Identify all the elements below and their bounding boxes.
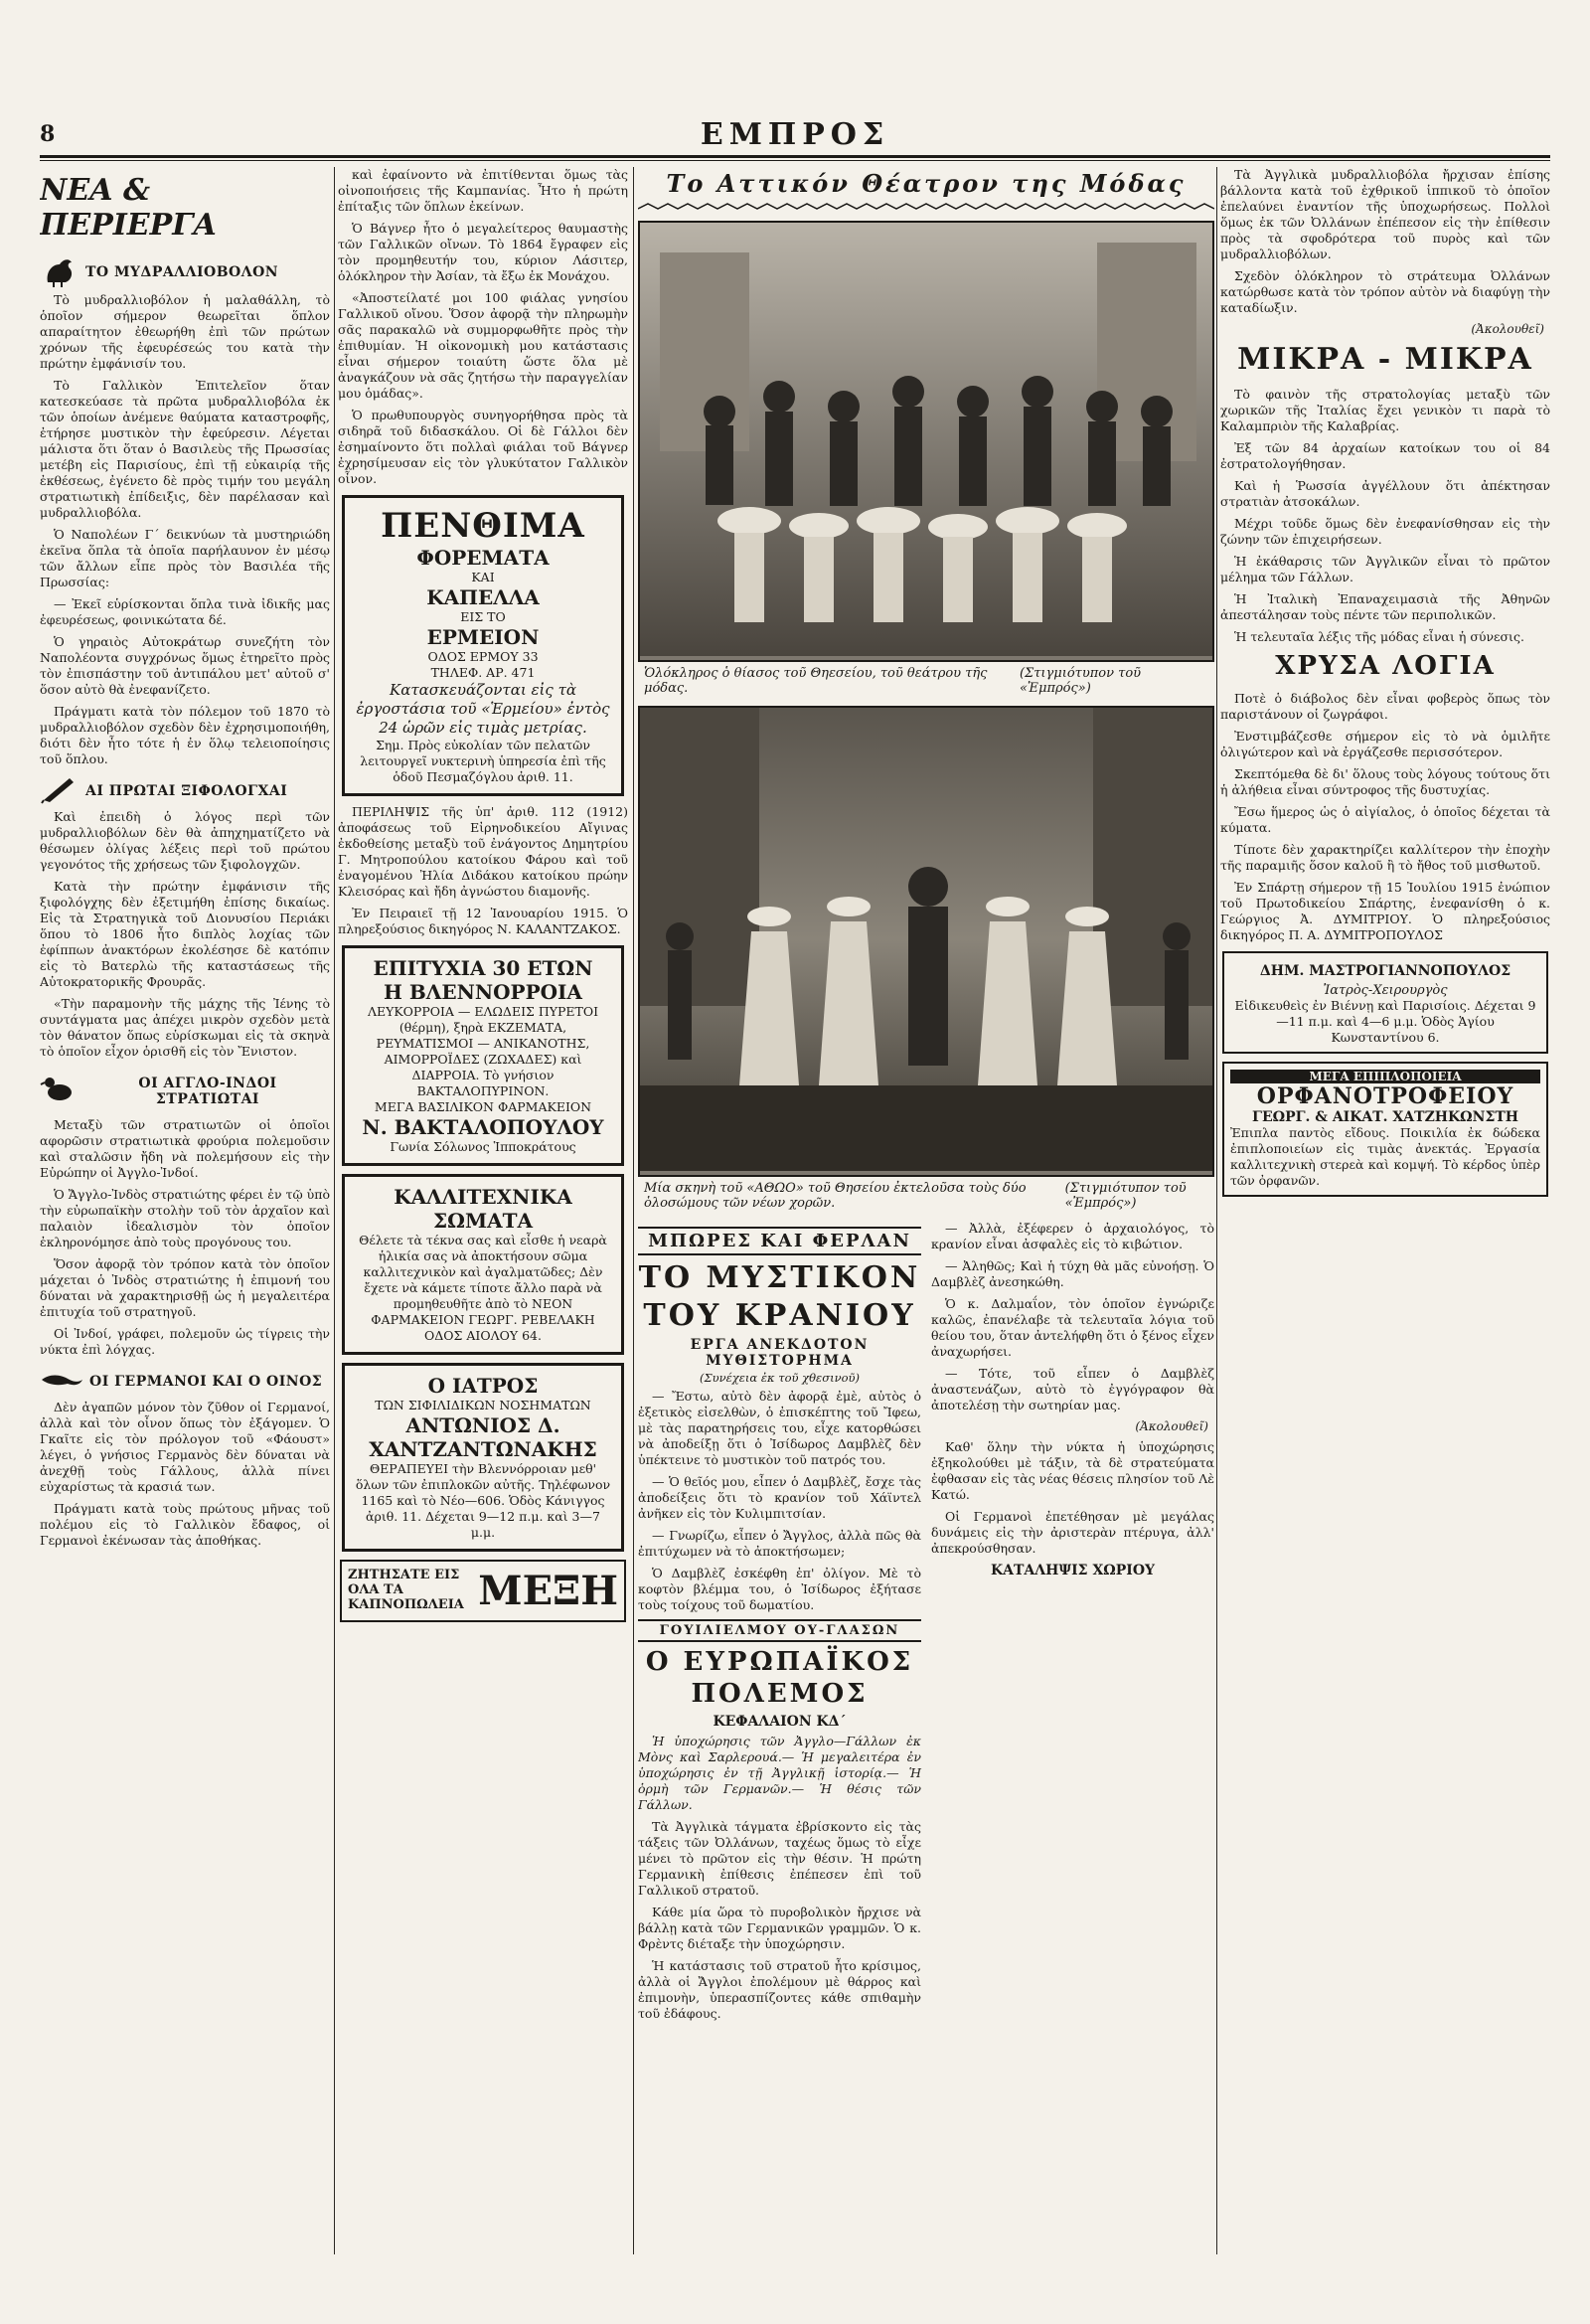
article-paragraph: Ὅσον ἀφορᾷ τὸν τρόπον κατὰ τὸν ὁποῖον μάχεται ὁ Ἰνδὸς στρατιώτης ἡ ἐπιμονή του δύναται νὰ χαρακτηρισθῇ ὡς ἡ μεγαλειτέρα ἐπιτυχία τοῦ στρατηγοῦ. xyxy=(40,1256,330,1319)
article-paragraph: Τὸ μυδραλλιοβόλον ἡ μαλαθάλλη, τὸ ὁποῖον σήμερον θεωρεῖται ὅπλον απαραίτητον ἐθεωρήθη ἐπὶ τῶν πρώτων χρόνων τῆς ἐφευρέσεώς του κατὰ τὴν πρώτην ἐμφάνισίν του. xyxy=(40,292,330,371)
clinic-ad xyxy=(342,945,624,1166)
war-paragraph: Καθ' ὅλην τὴν νύκτα ἡ ὑποχώρησις ἐξηκολούθει μὲ τάξιν, τὰ δὲ στρατεύματα ἐφθασαν εἰς τὰς νέας θέσεις πλησίον τοῦ Λὲ Κατώ. xyxy=(931,1439,1214,1502)
mikra-item: Καὶ ἡ Ῥωσσία ἀγγέλλουν ὅτι ἀπέκτησαν στρατιὰν ἀτσοκάλων. xyxy=(1220,478,1550,509)
war-paragraph: Τὰ Ἀγγλικὰ τάγματα ἐβρίσκοντο εἰς τὰς τάξεις τῶν Ὀλλάνων, ταχέως ὅμως τὸ εἶχε μένει τὸ πρῶτον εἰς τὴν θέσιν. Ἡ πρώτη Γερμανικὴ ἐπίθεσις ἐπέπεσεν ἐπὶ τοῦ Γαλλικοῦ στρατοῦ. xyxy=(638,1819,921,1898)
article-paragraph: Ὁ πρωθυπουργὸς συνηγορήθησα πρὸς τὰ σιδηρᾶ τοῦ διδασκάλου. Οἱ δὲ Γάλλοι δὲν ἐσημαίνοντο ὅτι πολλαὶ φιάλαι τοῦ Βάγνερ ἐχρησίμευσαν εἰς τὸν γλυκύτατον Γαλλικὸν οἶνον. xyxy=(338,408,628,486)
ad-address: Γωνία Σόλωνος Ἱπποκράτους xyxy=(390,1139,576,1154)
mikra-item: Ἐξ τῶν 84 ἀρχαίων κατοίκων του οἱ 84 ἐστρατολογήθησαν. xyxy=(1220,440,1550,471)
article-paragraph: — Ἐκεῖ εὑρίσκονται ὅπλα τινὰ ἰδικῆς μας ἐφευρέσεως, φοινικώτατα δέ. xyxy=(40,596,330,627)
masthead xyxy=(40,117,1550,157)
card-body: Εἰδικευθεὶς ἐν Βιέννῃ καὶ Παρισίοις. Δέχεται 9—11 π.μ. καὶ 4—6 μ.μ. Ὁδὸς Ἁγίου Κωνσταντίνου 6. xyxy=(1234,998,1536,1045)
ad-title: Ο ΙΑΤΡΟΣ xyxy=(427,1374,539,1398)
page-number: 8 xyxy=(40,121,56,147)
article-paragraph: Κατὰ τὴν πρώτην ἐμφάνισιν τῆς ξιφολόγχης δὲν ἐξετιμήθη ἐπίσης δικαίως. Εἰς τὰ Στρατηγικὰ τοῦ Διονυσίου Περιάκι ὅπου τὸ 1806 ἦτο διπλὸς λοχίας τῶν ἐφίππων ἀνακτόρων ἐκολέσησε δὲ κατόπιν εἰς τὸ Βατερλὼ τῆς καταστάσεως τῆς Αὐτοκρατορικῆς Φρουρᾶς. xyxy=(40,879,330,989)
war-paragraph: Οἱ Γερμανοὶ ἐπετέθησαν μὲ μεγάλας δυνάμεις εἰς τὴν ἀριστερὰν πτέρυγα, ἀλλ' ἀπεκρούσθησαν. xyxy=(931,1509,1214,1556)
article-paragraph: Ἐν Πειραιεῖ τῇ 12 Ἰανουαρίου 1915. Ὁ πληρεξούσιος δικηγόρος Ν. ΚΑΛΑΝΤΖΑΚΟΣ. xyxy=(338,906,628,936)
serial-paragraph: — Ἀλλὰ, ἐξέφερεν ὁ ἀρχαιολόγος, τὸ κρανίον εἶναι ἀσφαλὲς εἰς τὸ κιβώτιον. xyxy=(931,1221,1214,1251)
ad-title: Η ΒΛΕΝΝΟΡΡΟΙΑ xyxy=(384,980,582,1004)
quill-icon xyxy=(40,774,80,804)
column-divider xyxy=(334,167,335,2254)
war-title: Ο ΕΥΡΩΠΑΪΚΟΣ ΠΟΛΕΜΟΣ xyxy=(645,1647,914,1709)
article-paragraph: Ὁ Ἄγγλο-Ἰνδὸς στρατιώτης φέρει ἐν τῷ ὑπὸ τὴν εὐρωπαϊκὴν στολὴν τοῦ τὸν ἀρχαῖον καὶ παλαιὸν ἰδεαλισμὸν τὸν ὁποῖον ἐκληρονόμησε ἀπὸ τοὺς προγόνους του. xyxy=(40,1187,330,1249)
article-paragraph: Μεταξὺ τῶν στρατιωτῶν οἱ ὁποῖοι αφορῶσιν στρατιωτικὰ φρούρια πολεμοῦσιν καὶ σταλῶσιν ἤδη νὰ πολεμήσουν εἰς τὴν Εὐρώπην οἱ Ἀγγλο-Ἰνδοί. xyxy=(40,1117,330,1180)
ad-store-name: ΕΡΜΕΙΟΝ xyxy=(426,625,540,649)
article-paragraph: ΠΕΡΙΛΗΨΙΣ τῆς ὑπ' ἀριθ. 112 (1912) ἀποφάσεως τοῦ Εἰρηνοδικείου Αἴγινας ἐκδοθείσης μεταξὺ τοῦ ἐνάγοντος Δημητρίου Γ. Μητροπούλου κατοίκου Φάρου καὶ τοῦ ἐναγομένου Ἠλία Διδάκου κατοίκου πρώην Κλεισόρας καὶ ἤδη ἀγνώστου διαμονῆς. xyxy=(338,804,628,899)
column-theatre-and-serial xyxy=(638,167,1214,2254)
saying-item: Σκεπτόμεθα δὲ δι' ὅλους τοὺς λόγους τούτους ὅτι ἡ ἀλήθεια εἶναι σύντροφος τῆς δυστυχίας. xyxy=(1220,766,1550,797)
column-news-curiosities xyxy=(40,167,330,2254)
ad-brand: ΜΕΞΗ xyxy=(478,1568,618,1614)
article-paragraph: Πράγματι κατὰ τὸν πόλεμον τοῦ 1870 τὸ μυδραλλιοβόλον σχεδὸν δὲν ἐχρησιμοποιήθη, διότι δὲν ἦτο τότε ἡ ἐν ὅλῳ τελειοποίησις τοῦ ὅπλου. xyxy=(40,704,330,766)
section-title-mikra: ΜΙΚΡΑ - ΜΙΚΡΑ xyxy=(1237,342,1533,377)
ad-line: ΚΑΠΕΛΛΑ xyxy=(426,585,540,609)
doctor-card xyxy=(1222,951,1548,1054)
cigarette-ad xyxy=(340,1560,626,1622)
caption-text: Μία σκηνὴ τοῦ «ΑΘΩΟ» τοῦ Θησείου ἐκτελοῦσα τοὺς δύο ὁλοσώμους τῶν νέων χορῶν. xyxy=(644,1181,1027,1211)
war-subheading: ΚΑΤΑΛΗΨΙΣ ΧΩΡΙΟΥ xyxy=(990,1563,1156,1578)
article-paragraph: Τὸ Γαλλικὸν Ἐπιτελεῖον ὅταν κατεσκεύασε τὰ πρῶτα μυδραλλιοβόλα ἐκ τῶν ὁποίων ἀνέμενε θαύματα καταστροφῆς, ἐτήρησε μυστικὸν τὴν ἐφεύρεσιν. Λέγεται μάλιστα ὅτι ὅταν ὁ Βασιλεὺς τῆς Πρωσσίας μετέβη εἰς Παρισίους, ἐπὶ τῇ εὐκαιρίᾳ τῆς ἐκθέσεως, ἐγένετο δὲ πρὸς τιμήν του μεγάλη στρατιωτικὴ ἐπίδειξις, δὲν παρέλασαν καὶ μυδραλλιοβόλα. xyxy=(40,378,330,520)
card-name: ΔΗΜ. ΜΑΣΤΡΟΓΙΑΝΝΟΠΟΥΛΟΣ xyxy=(1259,963,1511,979)
serial-header: ΜΠΩΡΕΣ ΚΑΙ ΦΕΡΛΑΝ xyxy=(638,1227,921,1255)
serial-paragraph: — Τότε, τοῦ εἶπεν ὁ Δαμβλὲζ ἀναστενάζων, αὐτὸ τὸ ἐγγόγραφον θὰ ἀποτελέσῃ τὴν σωτηρίαν μας. xyxy=(931,1366,1214,1412)
article-paragraph: Ὁ Ναπολέων Γ΄ δεικνύων τὰ μυστηριώδη ἐκεῖνα ὅπλα τὰ ὁποῖα παρήλαυνον ἐν μέσῳ τῶν ἄλλων εἶπε πρὸς τὸν Βασιλέα τῆς Πρωσσίας: xyxy=(40,527,330,589)
column-divider xyxy=(633,167,634,2254)
masthead-rule xyxy=(40,155,1550,158)
ad-line: ΦΟΡΕΜΑΤΑ xyxy=(416,546,550,570)
bird-icon xyxy=(40,1073,80,1106)
ad-note: Κατασκευάζονται εἰς τὰ ἐργοστάσια τοῦ «Ἑρμείου» ἐντὸς 24 ὡρῶν εἰς τιμὰς μετρίας. xyxy=(356,681,610,737)
ad-title: ΚΑΛΛΙΤΕΧΝΙΚΑ ΣΩΜΑΤΑ xyxy=(394,1185,572,1233)
doctor-ad xyxy=(342,1363,624,1552)
serial-paragraph: — Γνωρίζω, εἶπεν ὁ Ἄγγλος, ἀλλὰ πῶς θὰ ἐπιτύχωμεν νὰ τὸ ἀποκτήσωμεν; xyxy=(638,1528,921,1559)
serial-paragraph: — Ἀληθῶς; Καὶ ἡ τύχη θὰ μᾶς εὐνοήσῃ. Ὁ Δαμβλὲζ ἀνεσηκώθη. xyxy=(931,1258,1214,1289)
war-author: ΓΟΥΙΛΙΕΛΜΟΥ ΟΥ-ΓΛΑΣΩΝ xyxy=(638,1619,921,1642)
photo-caption xyxy=(644,1181,1208,1211)
section-title-golden-words: ΧΡΥΣΑ ΛΟΓΙΑ xyxy=(1275,651,1496,681)
ad-line: ΚΑΙ xyxy=(471,570,495,584)
troupe-photo xyxy=(638,221,1214,662)
ad-body: Ἐπιπλα παντὸς εἴδους. Ποικιλία ἐκ δώδεκα ἐπιπλοποιείων εἰς τιμὰς ἀνεκτάς. Ἐργασία καλλιτεχνικὴ στερεὰ καὶ κομψή. Τὸ κέρδος ὑπὲρ τῶν ὀρφανῶν. xyxy=(1230,1125,1540,1188)
serial-signoff: (Ἀκολουθεῖ) xyxy=(1135,1419,1208,1433)
saying-item: Τίποτε δὲν χαρακτηρίζει καλλίτερον τὴν ἐποχὴν τῆς παραμιῆς ὅσον καλοῦ ἢ τὸ ἤθος τοῦ μισθωτοῦ. xyxy=(1220,842,1550,873)
serial-paragraph: Ὁ κ. Δαλμαΐον, τὸν ὁποῖον ἐγνώριζε καλῶς, ἐπανέλαβε τὰ τελευταῖα λόγια τοῦ θείου του, ὅταν ἀντελήφθη ὅτι ὁ ξένος εἶχεν ἀναχωρήσει. xyxy=(931,1296,1214,1359)
serial-column-right xyxy=(931,1221,1214,2028)
article-paragraph: Τὰ Ἀγγλικὰ μυδραλλιοβόλα ἤρχισαν ἐπίσης βάλλοντα κατὰ τοῦ ἐχθρικοῦ ἱππικοῦ τὸ ὁποῖον ἐπελαύνει ἐναντίον τῆς ὑποχωρήσεως. Πολλοὶ ὅμως ἐκ τῶν Ὀλλάνων ἐπέπεσον εἰς τὴν ἐπίθεσιν πρὸς τὰ σφοδρότερα τοῦ πυρὸς καὶ τῶν μυδραλλιοβόλων. xyxy=(1220,167,1550,261)
ad-line: ΕΙΣ ΤΟ xyxy=(460,609,506,624)
caption-credit: (Στιγμιότυπον τοῦ «Ἐμπρός») xyxy=(1019,666,1142,696)
column-divider xyxy=(1216,167,1217,2254)
mikra-item: Ἡ τελευταῖα λέξις τῆς μόδας εἶναι ἡ σύνεσις. xyxy=(1234,629,1524,644)
section-title: ΝΕΑ & ΠΕΡΙΕΡΓΑ xyxy=(40,173,217,243)
ad-headline: ΕΠΙΤΥΧΙΑ 30 ΕΤΩΝ xyxy=(373,956,593,980)
rooster-icon xyxy=(40,252,80,288)
card-title: Ἰατρὸς-Χειρουργὸς xyxy=(1323,983,1448,998)
serial-title: ΤΟ ΜΥΣΤΙΚΟΝ ΤΟΥ ΚΡΑΝΙΟΥ xyxy=(638,1260,921,1333)
photo-caption xyxy=(644,666,1208,696)
war-summary: Ἡ ὑποχώρησις τῶν Ἀγγλο—Γάλλων ἐκ Μὸνς καὶ Σαρλερουά.— Ἡ μεγαλειτέρα ἐν ὑποχώρησις ἐν τῇ Ἀγγλικῇ ἱστορίᾳ.— Ἡ ὁρμὴ τῶν Γερμανῶν.— Ἡ θέσις τῶν Γάλλων. xyxy=(638,1734,921,1812)
zigzag-ornament xyxy=(638,203,1214,211)
article-heading: ΟΙ ΑΓΓΛΟ-ΙΝΔΟΙ ΣΤΡΑΤΙΩΤΑΙ xyxy=(138,1076,277,1107)
ad-name: ΓΕΩΡΓ. & ΑΙΚΑΤ. ΧΑΤΖΗΚΩΝΣΤΗ xyxy=(1252,1109,1518,1125)
ad-body: ΛΕΥΚΟΡΡΟΙΑ — ΕΛΩΔΕΙΣ ΠΥΡΕΤΟΙ (θέρμη), ξηρὰ ΕΚΖΕΜΑΤΑ, ΡΕΥΜΑΤΙΣΜΟΙ — ΑΝΙΚΑΝΟΤΗΣ, ΑΙΜΟΡΡΟΪΔΕΣ (ΖΩΧΑΔΕΣ) καὶ ΔΙΑΡΡΟΙΑ. Τὸ γνήσιον ΒΑΚΤΑΛΟΠΥΡΙΝΟΝ. xyxy=(367,1004,599,1098)
ad-body: Θέλετε τὰ τέκνα σας καὶ εἶσθε ἡ νεαρὰ ἡλικία σας νὰ ἀποκτήσουν σῶμα καλλιτεχνικὸν καὶ ἀγαλματῶδες; Δὲν ἔχετε νὰ κάμετε τίποτε ἄλλο παρὰ νὰ προμηθευθῆτε ἀπὸ τὸ ΝΕΟΝ ΦΑΡΜΑΚΕΙΟΝ ΓΕΩΡΓ. ΡΕΒΕΛΑΚΗ ΟΔΟΣ ΑΙΟΛΟΥ 64. xyxy=(359,1233,607,1343)
saying-item: Ἐνστιμβάζεσθε σήμερον εἰς τὸ νὰ ὁμιλῆτε ὀλιγώτερον καὶ νὰ ἐργάζεσθε περισσότερον. xyxy=(1220,729,1550,759)
article-paragraph: «Τὴν παραμονὴν τῆς μάχης τῆς Ἰένης τὸ συντάγματα μας ἀπέχει μικρὸν σχεδὸν μετὰ τὸν θάνατον ὅπως εὑρίσκωμαι εἰς τὰ σκηνὰ τὸ ὁποῖον εἶχον ὁρισθῆ εἰς τὸν Ἔνιστον. xyxy=(40,996,330,1059)
lower-section xyxy=(638,1221,1214,2028)
newspaper-title: ΕΜΠΡΟΣ xyxy=(700,117,890,152)
serial-column xyxy=(638,1221,921,2028)
scene-photo-image xyxy=(640,708,1212,1171)
masthead-rule-thin xyxy=(40,160,1550,161)
article-paragraph: καὶ ἐφαίνοντο νὰ ἐπιτίθενται ὅμως τὰς οἰνοποιήσεις τῆς Καμπανίας. Ἦτο ἡ πρώτη ἐπίταξις τῶν ὅπλων ἐκείνων. xyxy=(338,167,628,214)
article-paragraph: Ὁ γηραιὸς Αὐτοκράτωρ συνεζήτη τὸν Ναπολέοντα συγχρόνως ὅμως ἐτηρεῖτο πρὸς τὸν ἐπισπάστην τοῦ ἀντιπάλου μετ' αὐτοῦ σ' ὅσον αὐτὸ θὰ ἐνεφανίζετο. xyxy=(40,634,330,697)
ad-left-text: ΖΗΤΗΣΑΤΕ ΕΙΣ ΟΛΑ ΤΑ ΚΑΠΝΟΠΩΛΕΙΑ xyxy=(348,1568,464,1612)
rooster-illustration xyxy=(40,252,330,288)
saying-item: Ἔσω ἥμερος ὡς ὁ αἰγίαλος, ὁ ὁποῖος δέχεται τὰ κύματα. xyxy=(1220,804,1550,835)
article-paragraph: Οἱ Ἰνδοί, γράφει, πολεμοῦν ὡς τίγρεις τὴν νύκτα ἐπὶ λόγχας. xyxy=(40,1326,330,1357)
ad-body: ΘΕΡΑΠΕΥΕΙ τὴν Βλεννόρροιαν μεθ' ὅλων τῶν ἐπιπλοκῶν αὐτῆς. Τηλέφωνον 1165 καὶ τὸ Νέο—606. Ὁδὸς Κάνιγγος ἀριθ. 11. Δέχεται 9—12 π.μ. καὶ 3—7 μ.μ. xyxy=(355,1461,611,1540)
ad-head: ΜΕΓΑ ΕΠΙΠΛΟΠΟΙΕΙΑ xyxy=(1230,1070,1540,1083)
caption-text: Ὁλόκληρος ὁ θίασος τοῦ Θηεσείου, τοῦ θεάτρου τῆς μόδας. xyxy=(644,666,988,696)
serial-subtitle: ΕΡΓΑ ΑΝΕΚΔΟΤΟΝ ΜΥΘΙΣΤΟΡΗΜΑ xyxy=(690,1337,870,1369)
article-paragraph: Καὶ ἐπειδὴ ὁ λόγος περὶ τῶν μυδραλλιοβόλων δὲν θὰ ἀπηχηματίζετο νὰ θέσωμεν ὀλίγας λέξεις περὶ τοῦ πρώτου γεγονότος τῆς χρήσεως τῶν ξιφολογχῶν. xyxy=(40,809,330,872)
column-four xyxy=(1220,167,1550,2254)
article-heading: ΑΙ ΠΡΩΤΑΙ ΞΙΦΟΛΟΓΧΑΙ xyxy=(85,783,288,799)
serial-paragraph: Ὁ Δαμβλὲζ ἐσκέφθη ἐπ' ὀλίγον. Μὲ τὸ κοφτὸν βλέμμα του, ὁ Ἰσίδωρος ἐξήτασε τοὺς τοίχους τοῦ δωματίου. xyxy=(638,1566,921,1612)
bird-illustration xyxy=(40,1066,330,1113)
column-two xyxy=(338,167,628,2254)
article-paragraph: Ὁ Βάγνερ ἦτο ὁ μεγαλείτερος θαυμαστὴς τῶν Γαλλικῶν οἴνων. Τὸ 1864 ἔγραφεν εἰς τὸν προμηθευτήν του, κύριον Λάσιτερ, ὁλόκληρον τὴν Ἀσίαν, τὰ ἔξω ἐκ Μονάχου. xyxy=(338,221,628,283)
cosmetic-ad xyxy=(342,1174,624,1355)
legal-notice: Ἐν Σπάρτῃ σήμερον τῇ 15 Ἰουλίου 1915 ἐνώπιον τοῦ Πρωτοδικείου Σπάρτης, ἐνεφανίσθη ὁ κ. Γεώργιος Ἀ. ΔΥΜΙΤΡΙΟΥ. Ὁ πληρεξούσιος δικηγόρος Π. Α. ΔΥΜΙΤΡΟΠΟΥΛΟΣ xyxy=(1220,880,1550,942)
pen-illustration xyxy=(40,773,330,805)
article-paragraph: Σχεδὸν ὁλόκληρον τὸ στράτευμα Ὀλλάνων κατώρθωσε κατὰ τὸν τρόπον αὐτὸν νὰ διαφύγῃ τὴν καταδίωξιν. xyxy=(1220,268,1550,315)
war-paragraph: Ἡ κατάστασις τοῦ στρατοῦ ἦτο κρίσιμος, ἀλλὰ οἱ Ἄγγλοι ἐπολέμουν μὲ θάρρος καὶ ἐπιμονὴν, ὑπερασπίζοντες κάθε σπιθαμὴν τοῦ ἐδάφους. xyxy=(638,1958,921,2021)
article-paragraph: «Ἀποστείλατέ μοι 100 φιάλας γνησίου Γαλλικοῦ οἴνου. Ὅσον ἀφορᾷ τὴν πληρωμὴν σᾶς παρακαλῶ νὰ συμμορφωθῆτε πρὸς τὴν ἐπιθυμίαν. Ἡ οἰκονομικὴ μου κατάστασις εἶναι σήμερον τοιαύτη ὥστε ὅλα μὲ ἀναγκάζουν νὰ σᾶς ζητήσω τὴν παραγγελίαν μου ὁμάδας». xyxy=(338,290,628,401)
article-signoff: (Ἀκολουθεῖ) xyxy=(1471,322,1544,336)
mikra-item: Ἡ ἐκάθαρσις τῶν Ἀγγλικῶν εἶναι τὸ πρῶτον μέλημα τῶν Γάλλων. xyxy=(1220,554,1550,584)
mikra-item: Τὸ φαινὸν τῆς στρατολογίας μεταξὺ τῶν χωρικῶν τῆς Ἰταλίας ἔχει γενικὸν τι παρὰ τὸ Καλαμπριὸν τῆς Καλαβρίας. xyxy=(1220,387,1550,433)
furniture-ad xyxy=(1222,1062,1548,1197)
article-paragraph: Δὲν ἀγαπῶν μόνον τὸν ζῦθον οἱ Γερμανοί, ἀλλὰ καὶ τὸν οἶνον ὅπως τὸν ἐξάγομεν. Ὁ Γκαῖτε εἰς τὸν πρόλογον τοῦ «Φάουστ» λέγει, ὁ γνήσιος Γερμανὸς δὲν δύναται νὰ ἀνεχθῇ τοὺς Γάλλους, ἀλλὰ πίνει εὐχαρίστως τὰ κρασιά των. xyxy=(40,1400,330,1494)
troupe-photo-image xyxy=(640,223,1212,656)
ad-name: Ν. ΒΑΚΤΑΛΟΠΟΥΛΟΥ xyxy=(362,1115,604,1139)
ad-pharmacy: ΜΕΓΑ ΒΑΣΙΛΙΚΟΝ ΦΑΡΜΑΚΕΙΟΝ xyxy=(374,1099,592,1114)
ad-title: ΠΕΝΘΙΜΑ xyxy=(381,506,585,546)
mikra-item: Ἡ Ἰταλικὴ Ἐπαναχειμασιὰ τῆς Ἀθηνῶν ἀπεστάλησαν τοὺς πέντε τῶν περιπολικῶν. xyxy=(1220,591,1550,622)
article-heading: ΟΙ ΓΕΡΜΑΝΟΙ ΚΑΙ Ο ΟΙΝΟΣ xyxy=(89,1374,323,1390)
lizard-icon xyxy=(40,1368,83,1392)
article-heading: ΤΟ ΜΥΔΡΑΛΛΙΟΒΟΛΟΝ xyxy=(85,264,279,280)
ad-name: ΑΝΤΩΝΙΟΣ Δ. ΧΑΝΤΖΑΝΤΩΝΑΚΗΣ xyxy=(369,1413,597,1461)
serial-note: (Συνέχεια ἐκ τοῦ χθεσινοῦ) xyxy=(700,1371,860,1385)
caption-credit: (Στιγμιότυπον τοῦ «Ἐμπρός») xyxy=(1064,1181,1187,1211)
photo-banner: Το Αττικόν Θέατρον της Μόδας xyxy=(666,169,1187,198)
scene-photo xyxy=(638,706,1214,1177)
ad-phone: ΤΗΛΕΦ. ΑΡ. 471 xyxy=(430,665,536,680)
war-paragraph: Κάθε μία ὥρα τὸ πυροβολικὸν ἤρχισε νὰ βάλλῃ κατὰ τῶν Γερμανικῶν γραμμῶν. Ὁ κ. Φρὲντς διέταξε τὴν ὑποχώρησιν. xyxy=(638,1905,921,1951)
ad-title: ΟΡΦΑΝΟΤΡΟΦΕΙΟΥ xyxy=(1256,1083,1514,1109)
mikra-item: Μέχρι τοῦδε ὅμως δὲν ἐνεφανίσθησαν εἰς τὴν ζώνην τῶν ἐπιχειρήσεων. xyxy=(1220,516,1550,547)
serial-paragraph: — Ἔστω, αὐτὸ δὲν ἀφορᾷ ἐμὲ, αὐτὸς ὁ ἐξετικὸς εἰσελθὼν, ὁ ἐπισκέπτης τοῦ Ἴφεω, μὲ τὰς παρατηρήσεις του, εἶχε κατορθώσει νὰ ἀποδείξῃ ὅτι ὁ Ἰσίδωρος Δαμβλὲζ δὲν ὑπέκτεινε τὸ μυστικὸν τοῦ πατρός του. xyxy=(638,1389,921,1467)
serial-paragraph: — Ὁ θεῖός μου, εἶπεν ὁ Δαμβλὲζ, ἔσχε τὰς ἀποδείξεις ὅτι τὸ κρανίον τοῦ Χάϊντελ ἀνῆκεν εἰς τὸν Κυλιμπιτσίαν. xyxy=(638,1474,921,1521)
war-chapter: ΚΕΦΑΛΑΙΟΝ ΚΔ΄ xyxy=(713,1714,847,1730)
ad-subtitle: ΤΩΝ ΣΙΦΙΛΙΔΙΚΩΝ ΝΟΣΗΜΑΤΩΝ xyxy=(375,1398,591,1412)
saying-item: Ποτὲ ὁ διάβολος δὲν εἶναι φοβερὸς ὅπως τὸν παριστάνουν οἱ ζωγράφοι. xyxy=(1220,691,1550,722)
lizard-illustration xyxy=(40,1364,330,1396)
mourning-clothes-ad xyxy=(342,495,624,796)
ad-small-print: Σημ. Πρὸς εὐκολίαν τῶν πελατῶν λειτουργεῖ νυκτερινὴ ὑπηρεσία ἐπὶ τῆς ὁδοῦ Πεσμαζόγλου ἀριθ. 11. xyxy=(360,738,606,784)
article-paragraph: Πράγματι κατὰ τοὺς πρώτους μῆνας τοῦ πολέμου εἰς τὸ Γαλλικὸν ἔδαφος, οἱ Γερμανοὶ ἐκένωσαν τὰς ἀποθήκας. xyxy=(40,1501,330,1548)
ad-address: ΟΔΟΣ ΕΡΜΟΥ 33 xyxy=(427,649,539,664)
